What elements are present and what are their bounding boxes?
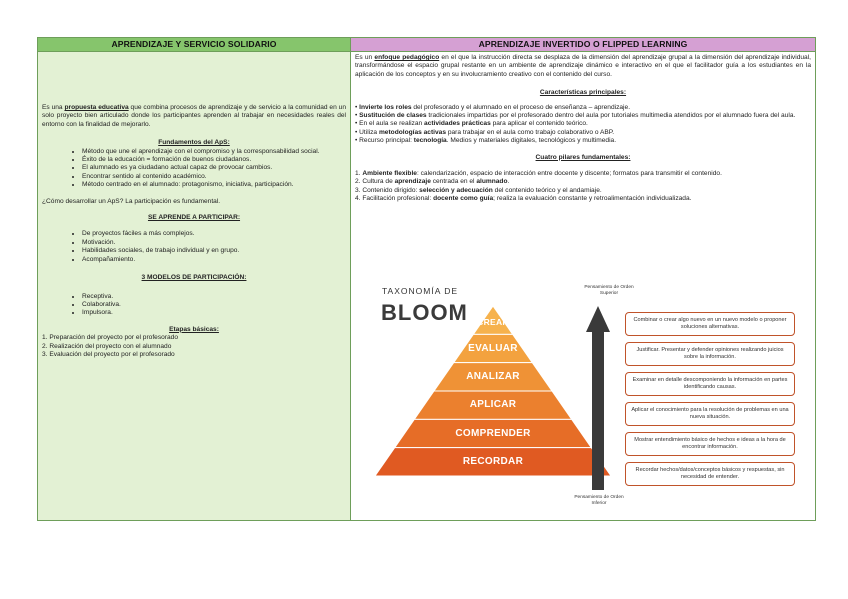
p2-bold: aprendizaje	[394, 178, 431, 186]
c3-pre: En el aula se realizan	[359, 120, 425, 128]
list-item: • Acompañamiento.	[82, 256, 346, 264]
arrow-shaft	[592, 330, 604, 490]
caracteristicas-title: Características principales:	[539, 89, 627, 97]
pilar-item	[355, 195, 811, 203]
aps-intro	[42, 104, 346, 129]
list-item: • Encontrar sentido al contenido académico.	[82, 173, 346, 181]
aps-intro-post: que combina procesos de aprendizaje y de servicio a la comunidad en un solo proyecto bien articulado donde los participantes aprenden al trabajar en necesidades reales del entorno con la finalidad de mejorarlo.	[42, 104, 346, 128]
list-item: • Habilidades sociales, de trabajo individual y en grupo.	[82, 247, 346, 255]
p2-bold2: alumnado	[476, 178, 508, 186]
list-item: • Éxito de la educación = formación de buenos ciudadanos.	[82, 156, 346, 164]
pyramid-label-evaluar: EVALUAR	[468, 342, 518, 354]
p4-pre: 4. Facilitación profesional:	[355, 195, 434, 203]
c4-pre: Utiliza	[359, 128, 379, 136]
etapa-item: 1. Preparación del proyecto por el profesorado	[42, 334, 178, 342]
pyramid-label-analizar: ANALIZAR	[466, 370, 520, 382]
pilar-item	[355, 187, 811, 195]
p3-pre: 3. Contenido dirigido:	[355, 186, 420, 194]
list-item: • El alumnado es ya ciudadano actual capaz de provocar cambios.	[82, 164, 346, 172]
c3-post: para aplicar el contenido teórico.	[490, 120, 588, 128]
aps-header: APRENDIZAJE Y SERVICIO SOLIDARIO	[38, 38, 350, 52]
c5-bold: tecnología	[413, 137, 447, 145]
pyramid-label-recordar: RECORDAR	[462, 455, 524, 467]
flipped-body	[351, 52, 815, 206]
aps-intro-bold: propuesta educativa	[64, 104, 129, 111]
p2-post: .	[507, 178, 510, 186]
pyramid-label-aplicar: APLICAR	[469, 399, 517, 411]
c2-post: tradicionales impartidas por el profesorado dentro del aula por tutoriales multimedia atendidos por el alumnado fuera del aula.	[426, 112, 796, 120]
p4-post: ; realiza la evaluación constante y retroalimentación individualizada.	[493, 195, 692, 203]
c3-bold: actividades prácticas	[424, 120, 491, 128]
pilares-title: Cuatro pilares fundamentales:	[535, 153, 631, 161]
aprende-list	[42, 230, 346, 264]
modelos-title: 3 MODELOS DE PARTICIPACIÓN:	[141, 274, 247, 282]
c1-bold: Invierte los roles	[359, 103, 412, 111]
arrow-bottom-label: Pensamiento de Orden Inferior	[574, 495, 624, 506]
etapa-item: 2. Realización del proyecto con el alumnado	[42, 342, 172, 350]
bloom-desc-aplicar: Aplicar el conocimiento para la resolución de problemas en una nueva situación.	[625, 402, 795, 426]
c4-bold: metodologías activas	[378, 128, 446, 136]
aps-intro-pre: Es una	[42, 104, 65, 111]
flipped-intro-bold: enfoque pedagógico	[374, 54, 440, 61]
p2-mid: centrada en el	[430, 178, 477, 186]
etapas-title: Etapas básicas:	[169, 325, 219, 333]
p4-bold: docente como guía	[433, 195, 494, 203]
list-item: • Impulsora.	[82, 309, 346, 317]
list-item: • Método que une el aprendizaje con el compromiso y la corresponsabilidad social.	[82, 148, 346, 156]
c2-bold: Sustitución de clases	[359, 112, 427, 120]
arrow-head	[586, 306, 610, 332]
pyramid-label-crear: CREAR	[477, 317, 509, 328]
pyramid-label-comprender: COMPRENDER	[455, 427, 531, 439]
comparison-table	[37, 37, 816, 521]
aps-body	[38, 52, 350, 361]
flipped-intro-pre: Es un	[355, 54, 375, 61]
caracteristica-item: • Sustitución de clases tradicionales impartidas por el profesorado dentro del aula por tutoriales multimedia atendidos por el alumnado fuera del aula.	[355, 112, 796, 120]
c5-post: . Medios y materiales digitales, tecnológicos y multimedia.	[446, 137, 617, 145]
bloom-desc-recordar: Recordar hechos/datos/conceptos básicos y respuestas, sin necesidad de entender.	[625, 462, 795, 486]
p2-pre: 2. Cultura de	[355, 178, 395, 186]
p3-post: del contenido teórico y el andamiaje.	[492, 186, 602, 194]
bloom-desc-crear: Combinar o crear algo nuevo en un nuevo modelo o proponer soluciones alternativas.	[625, 312, 795, 336]
pyramid-levels	[375, 306, 611, 476]
caracteristica-item: • Invierte los roles del profesorado y el alumnado en el proceso de enseñanza – aprendizaje.	[355, 103, 631, 111]
c4-post: para trabajar en el aula como trabajo colaborativo o ABP.	[446, 128, 615, 136]
bloom-desc-comprender: Mostrar entendimiento básico de hechos e ideas a la hora de encontrar información.	[625, 432, 795, 456]
list-item: • Colaborativa.	[82, 301, 346, 309]
p1-pre: 1.	[355, 170, 363, 178]
fundamentos-list	[42, 148, 346, 190]
pilar-item	[355, 178, 811, 186]
aprende-title: SE APRENDE A PARTICIPAR:	[147, 214, 241, 222]
flipped-intro-post: en el que la instrucción directa se desplaza de la dimensión del aprendizaje grupal a la dimensión del aprendizaje individual, transformándose el espacio grupal restante en un ambiente de aprendizaje dinámico e interactivo en el que el facilitador guía a los estudiantes en la aplicación de los conceptos y en su involucramiento creativo con el contenido del curso.	[355, 54, 811, 78]
caracteristica-item: • Recurso principal: tecnología. Medios y materiales digitales, tecnológicos y multimedia.	[355, 137, 617, 145]
p3-bold: selección y adecuación	[419, 186, 493, 194]
modelos-list	[42, 293, 346, 318]
pilar-item	[355, 170, 811, 178]
c5-pre: Recurso principal:	[359, 137, 414, 145]
aps-question: ¿Cómo desarrollar un ApS? La participación es fundamental.	[42, 197, 221, 205]
arrow-top-label: Pensamiento de Orden Superior	[584, 285, 634, 296]
bloom-desc-evaluar: Justificar. Presentar y defender opiniones realizando juicios sobre la información.	[625, 342, 795, 366]
list-item: • De proyectos fáciles a más complejos.	[82, 230, 346, 238]
bloom-figure	[367, 284, 795, 510]
caracteristica-item: • Utiliza metodologías activas para trabajar en el aula como trabajo colaborativo o ABP.	[355, 128, 615, 136]
caracteristica-item: • En el aula se realizan actividades prácticas para aplicar el contenido teórico.	[355, 120, 588, 128]
p1-post: : calendarización, espacio de interacción entre docente y discente; formatos para transmitir el contenido.	[416, 170, 722, 178]
c1-post: del profesorado y el alumnado en el proceso de enseñanza – aprendizaje.	[411, 103, 631, 111]
flipped-intro	[355, 54, 811, 79]
p1-bold: Ambiente flexible	[362, 170, 417, 178]
fundamentos-title: Fundamentos del ApS:	[158, 139, 230, 147]
bloom-desc-analizar: Examinar en detalle descomponiendo la información en partes identificando causas.	[625, 372, 795, 396]
bloom-title-big: BLOOM	[381, 300, 468, 325]
flipped-header: APRENDIZAJE INVERTIDO O FLIPPED LEARNING	[351, 38, 815, 52]
list-item: • Receptiva.	[82, 293, 346, 301]
bloom-title-small: TAXONOMÍA DE	[382, 286, 459, 296]
list-item: • Método centrado en el alumnado: protagonismo, iniciativa, participación.	[82, 181, 346, 189]
flipped-column	[351, 38, 815, 520]
aps-column	[38, 38, 351, 520]
etapa-item: 3. Evaluación del proyecto por el profesorado	[42, 350, 175, 358]
list-item: • Motivación.	[82, 239, 346, 247]
